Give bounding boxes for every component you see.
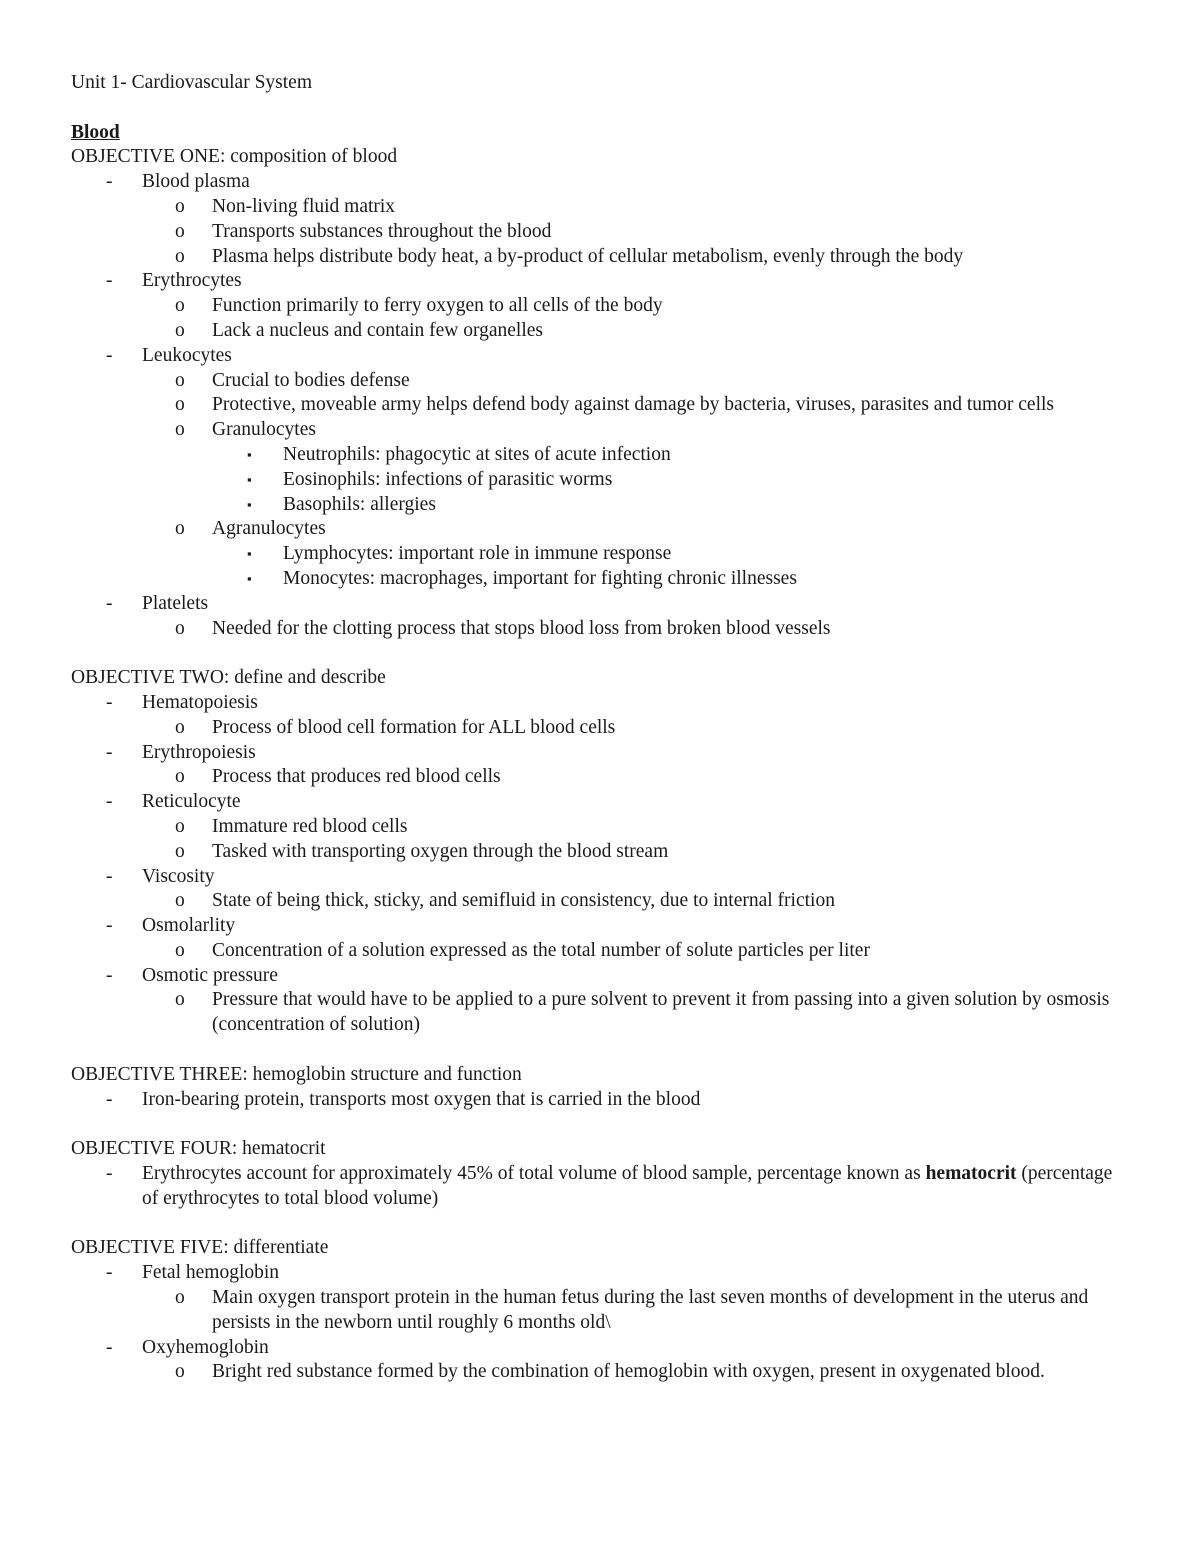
list-item-label: Iron-bearing protein, transports most oxygen that is carried in the blood bbox=[142, 1088, 701, 1110]
list-item-level-2 bbox=[71, 220, 1131, 245]
list-item-level-2 bbox=[71, 517, 1131, 542]
list-item-level-1 bbox=[71, 170, 1131, 195]
circle-bullet-icon: o bbox=[175, 989, 185, 1011]
list-item-text bbox=[283, 542, 1131, 567]
list-item-text bbox=[212, 393, 1131, 418]
list-item-text bbox=[212, 294, 1131, 319]
list-item-level-1 bbox=[71, 1336, 1131, 1361]
square-bullet-icon: ▪ bbox=[247, 471, 252, 487]
circle-bullet-icon: o bbox=[175, 716, 185, 738]
dash-bullet-icon: - bbox=[106, 691, 113, 713]
list-item-text bbox=[142, 592, 1131, 617]
dash-bullet-icon: - bbox=[106, 1163, 113, 1185]
circle-bullet-icon: o bbox=[175, 766, 185, 788]
circle-bullet-icon: o bbox=[175, 419, 185, 441]
list-item-label: Lymphocytes: important role in immune response bbox=[283, 543, 672, 565]
dash-bullet-icon: - bbox=[106, 1262, 113, 1284]
list-item-text bbox=[212, 939, 1131, 964]
section-heading: Blood bbox=[71, 121, 120, 143]
list-item-text bbox=[142, 790, 1131, 815]
list-item-level-2 bbox=[71, 393, 1131, 418]
list-item-text bbox=[212, 617, 1131, 642]
list-item-text bbox=[212, 220, 1131, 245]
list-item-label: Oxyhemoglobin bbox=[142, 1336, 269, 1358]
document-title: Unit 1- Cardiovascular System bbox=[71, 72, 312, 93]
spacer bbox=[71, 1038, 1131, 1063]
circle-bullet-icon: o bbox=[175, 1361, 185, 1383]
list-item-level-1 bbox=[71, 344, 1131, 369]
circle-bullet-icon: o bbox=[175, 890, 185, 912]
list-item-text bbox=[212, 815, 1131, 840]
list-item-text bbox=[212, 988, 1131, 1038]
list-item-label: Transports substances throughout the blood bbox=[212, 220, 552, 242]
list-item-label: Erythropoiesis bbox=[142, 741, 256, 763]
list-item-text bbox=[212, 418, 1131, 443]
list-item-text bbox=[142, 741, 1131, 766]
dash-bullet-icon: - bbox=[106, 915, 113, 937]
list-item-level-2 bbox=[71, 939, 1131, 964]
dash-bullet-icon: - bbox=[106, 1088, 113, 1110]
list-item-label: Granulocytes bbox=[212, 419, 316, 441]
list-item-label: Leukocytes bbox=[142, 344, 232, 366]
list-item-label: Reticulocyte bbox=[142, 791, 241, 813]
list-item-text bbox=[142, 170, 1131, 195]
list-item-level-2 bbox=[71, 617, 1131, 642]
spacer bbox=[71, 96, 1131, 121]
spacer bbox=[71, 1212, 1131, 1237]
list-item-text bbox=[212, 716, 1131, 741]
list-item-label: Neutrophils: phagocytic at sites of acute infection bbox=[283, 443, 671, 465]
list-item-label: Lack a nucleus and contain few organelles bbox=[212, 319, 544, 341]
list-item-label: Osmolarlity bbox=[142, 915, 236, 937]
circle-bullet-icon: o bbox=[175, 220, 185, 242]
list-item-continuation: (percentage of erythrocytes to total blood volume) bbox=[142, 1163, 1113, 1209]
list-item-text bbox=[142, 865, 1131, 890]
list-item-label: Non-living fluid matrix bbox=[212, 195, 396, 217]
circle-bullet-icon: o bbox=[175, 1287, 185, 1309]
list-item-level-2 bbox=[71, 195, 1131, 220]
objective-heading: OBJECTIVE FOUR: hematocrit bbox=[71, 1138, 326, 1160]
list-item-level-1 bbox=[71, 691, 1131, 716]
objective-heading: OBJECTIVE FIVE: differentiate bbox=[71, 1237, 329, 1259]
list-item-label: Main oxygen transport protein in the human fetus during the last seven months of development in the uterus and persists in the newborn until roughly 6 months old\ bbox=[212, 1287, 1089, 1333]
list-item-text bbox=[142, 691, 1131, 716]
objectives-container bbox=[71, 145, 1131, 1385]
list-item-level-2 bbox=[71, 889, 1131, 914]
list-item-label: Erythrocytes account for approximately 45% of total volume of blood sample, percentage known as bbox=[142, 1163, 926, 1185]
list-item-text bbox=[212, 195, 1131, 220]
square-bullet-icon: ▪ bbox=[247, 546, 252, 562]
list-item-level-2 bbox=[71, 245, 1131, 270]
dash-bullet-icon: - bbox=[106, 171, 113, 193]
dash-bullet-icon: - bbox=[106, 964, 113, 986]
list-item-label: Blood plasma bbox=[142, 171, 250, 193]
circle-bullet-icon: o bbox=[175, 394, 185, 416]
list-item-label: Osmotic pressure bbox=[142, 964, 278, 986]
objective-heading: OBJECTIVE THREE: hemoglobin structure and function bbox=[71, 1063, 522, 1085]
spacer bbox=[71, 641, 1131, 666]
list-item-text bbox=[212, 517, 1131, 542]
list-item-text bbox=[283, 567, 1131, 592]
list-item-level-2 bbox=[71, 815, 1131, 840]
list-item-label: Agranulocytes bbox=[212, 518, 326, 540]
circle-bullet-icon: o bbox=[175, 195, 185, 217]
list-item-level-2 bbox=[71, 369, 1131, 394]
list-item-level-1 bbox=[71, 964, 1131, 989]
list-item-level-2 bbox=[71, 1286, 1131, 1336]
list-item-level-1 bbox=[71, 1261, 1131, 1286]
list-item-level-2 bbox=[71, 1360, 1131, 1385]
circle-bullet-icon: o bbox=[175, 295, 185, 317]
circle-bullet-icon: o bbox=[175, 245, 185, 267]
list-item-level-1 bbox=[71, 914, 1131, 939]
bold-term: hematocrit bbox=[925, 1163, 1017, 1185]
objective-heading: OBJECTIVE ONE: composition of blood bbox=[71, 146, 398, 168]
list-item-level-2 bbox=[71, 716, 1131, 741]
list-item-label: Platelets bbox=[142, 592, 209, 614]
circle-bullet-icon: o bbox=[175, 369, 185, 391]
list-item-text bbox=[142, 1162, 1131, 1212]
list-item-label: Eosinophils: infections of parasitic worms bbox=[283, 468, 613, 490]
list-item-label: Erythrocytes bbox=[142, 270, 242, 292]
list-item-level-1 bbox=[71, 790, 1131, 815]
list-item-text bbox=[142, 344, 1131, 369]
list-item-label: Concentration of a solution expressed as the total number of solute particles per liter bbox=[212, 939, 870, 961]
list-item-text bbox=[212, 840, 1131, 865]
dash-bullet-icon: - bbox=[106, 344, 113, 366]
list-item-label: Crucial to bodies defense bbox=[212, 369, 410, 391]
list-item-label: Hematopoiesis bbox=[142, 691, 258, 713]
dash-bullet-icon: - bbox=[106, 791, 113, 813]
list-item-text bbox=[212, 889, 1131, 914]
list-item-label: Tasked with transporting oxygen through the blood stream bbox=[212, 840, 669, 862]
dash-bullet-icon: - bbox=[106, 1336, 113, 1358]
list-item-level-3 bbox=[71, 443, 1131, 468]
list-item-text bbox=[212, 765, 1131, 790]
list-item-label: Immature red blood cells bbox=[212, 815, 408, 837]
list-item-label: Fetal hemoglobin bbox=[142, 1262, 280, 1284]
dash-bullet-icon: - bbox=[106, 865, 113, 887]
list-item-level-2 bbox=[71, 294, 1131, 319]
list-item-label: Monocytes: macrophages, important for fighting chronic illnesses bbox=[283, 567, 797, 589]
list-item-level-2 bbox=[71, 319, 1131, 344]
list-item-text bbox=[283, 493, 1131, 518]
square-bullet-icon: ▪ bbox=[247, 496, 252, 512]
square-bullet-icon: ▪ bbox=[247, 446, 252, 462]
list-item-level-1 bbox=[71, 592, 1131, 617]
circle-bullet-icon: o bbox=[175, 815, 185, 837]
list-item-level-2 bbox=[71, 840, 1131, 865]
list-item-text bbox=[212, 1360, 1131, 1385]
list-item-level-1 bbox=[71, 1162, 1131, 1212]
list-item-level-2 bbox=[71, 765, 1131, 790]
list-item-label: Function primarily to ferry oxygen to all cells of the body bbox=[212, 295, 663, 317]
list-item-text bbox=[283, 443, 1131, 468]
list-item-level-3 bbox=[71, 542, 1131, 567]
document-page bbox=[71, 71, 1131, 1385]
square-bullet-icon: ▪ bbox=[247, 570, 252, 586]
list-item-level-1 bbox=[71, 269, 1131, 294]
list-item-label: Process of blood cell formation for ALL blood cells bbox=[212, 716, 616, 738]
list-item-text bbox=[142, 1336, 1131, 1361]
dash-bullet-icon: - bbox=[106, 741, 113, 763]
circle-bullet-icon: o bbox=[175, 840, 185, 862]
list-item-label: Needed for the clotting process that stops blood loss from broken blood vessels bbox=[212, 617, 831, 639]
list-item-label: Viscosity bbox=[142, 865, 215, 887]
list-item-text bbox=[142, 1088, 1131, 1113]
list-item-text bbox=[142, 964, 1131, 989]
list-item-level-3 bbox=[71, 468, 1131, 493]
list-item-label: Protective, moveable army helps defend body against damage by bacteria, viruses, parasites and tumor cells bbox=[212, 394, 1055, 416]
spacer bbox=[71, 1112, 1131, 1137]
list-item-text bbox=[212, 369, 1131, 394]
list-item-level-3 bbox=[71, 567, 1131, 592]
list-item-text bbox=[212, 319, 1131, 344]
list-item-label: Basophils: allergies bbox=[283, 493, 436, 515]
list-item-text bbox=[142, 914, 1131, 939]
objective-heading: OBJECTIVE TWO: define and describe bbox=[71, 667, 386, 689]
list-item-label: Plasma helps distribute body heat, a by-product of cellular metabolism, evenly through the body bbox=[212, 245, 964, 267]
circle-bullet-icon: o bbox=[175, 518, 185, 540]
list-item-level-2 bbox=[71, 418, 1131, 443]
list-item-level-1 bbox=[71, 741, 1131, 766]
dash-bullet-icon: - bbox=[106, 270, 113, 292]
list-item-label: Process that produces red blood cells bbox=[212, 766, 501, 788]
list-item-text bbox=[142, 269, 1131, 294]
circle-bullet-icon: o bbox=[175, 319, 185, 341]
list-item-text bbox=[283, 468, 1131, 493]
list-item-text bbox=[142, 1261, 1131, 1286]
list-item-label: Bright red substance formed by the combination of hemoglobin with oxygen, present in oxygenated blood. bbox=[212, 1361, 1045, 1383]
list-item-text bbox=[212, 245, 1131, 270]
circle-bullet-icon: o bbox=[175, 617, 185, 639]
list-item-level-1 bbox=[71, 1088, 1131, 1113]
list-item-label: Pressure that would have to be applied to a pure solvent to prevent it from passing into a given solution by osmosis (concentration of solution) bbox=[212, 989, 1110, 1036]
list-item-text bbox=[212, 1286, 1131, 1336]
list-item-level-1 bbox=[71, 865, 1131, 890]
list-item-level-3 bbox=[71, 493, 1131, 518]
circle-bullet-icon: o bbox=[175, 939, 185, 961]
dash-bullet-icon: - bbox=[106, 592, 113, 614]
list-item-level-2 bbox=[71, 988, 1131, 1038]
list-item-label: State of being thick, sticky, and semifluid in consistency, due to internal friction bbox=[212, 890, 835, 912]
